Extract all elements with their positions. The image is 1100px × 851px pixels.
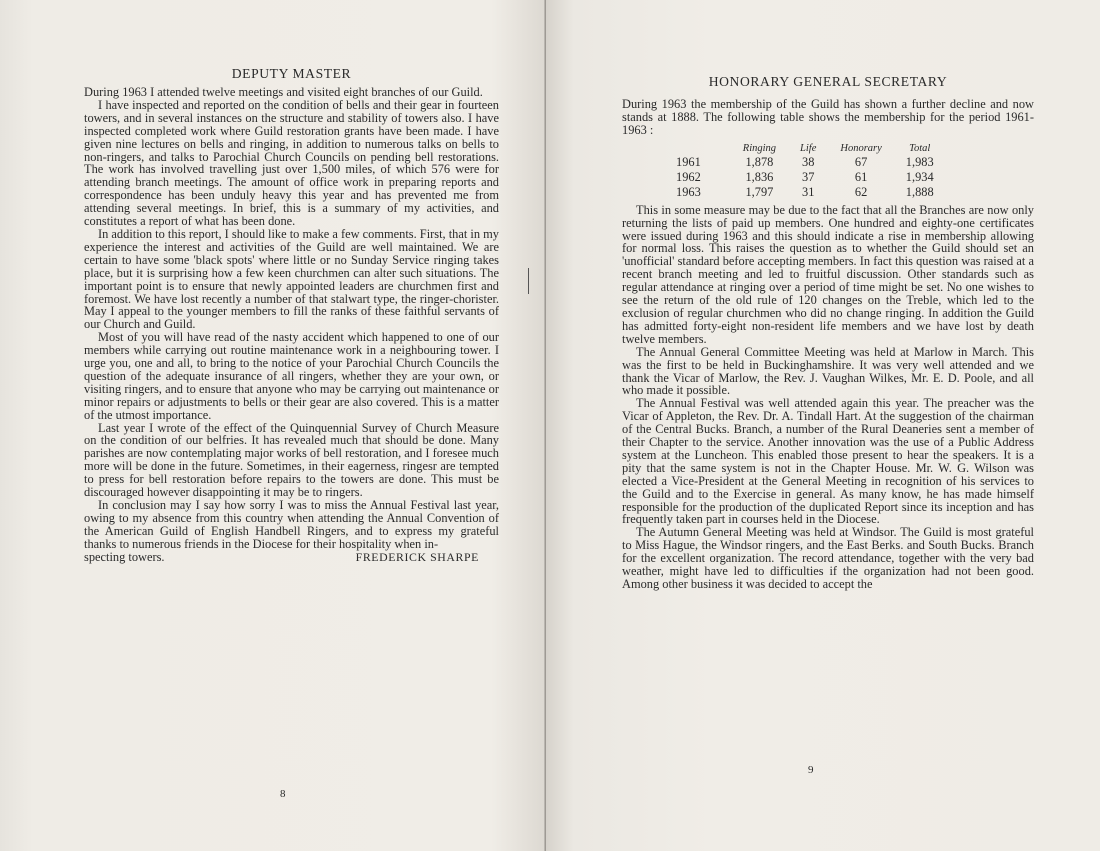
right-paragraph-4: The Autumn General Meeting was held at Windsor. The Guild is most grateful to Miss Hague, the Windsor ringers, and the East Berks. and South Bucks. Branch for the excellent organization. The record attendance, together with the very bad weather, might have led to difficulties if the organization had not been good. Among other business it was decided to accept the (622, 525, 1034, 591)
row-total: 1,888 (905, 184, 934, 199)
table-row (676, 170, 946, 185)
page-number-left: 8 (280, 788, 286, 800)
right-page-content (622, 74, 1034, 591)
row-honorary: 67 (854, 154, 868, 169)
closing-words: specting towers. (84, 549, 165, 564)
closing-line (84, 551, 499, 564)
right-paragraph-3: The Annual Festival was well attended again this year. The preacher was the Vicar of Appleton, the Rev. Dr. A. Tindall Hart. At the suggestion of the chairman of the Central Bucks. Branch, a number of the Rural Deaneries sent a member of their Chapter to the service. Another innovation was the use of a Public Address system at the Luncheon. This enabled those present to hear the speakers. It is a pity that the same system is not in the Chapter House. Mr. W. G. Wilson was elected a Vice-President at the General Meeting in recognition of his services to the Guild and to the Exercise in general. As many know, he has made himself responsible for the production of the duplicated Report since its inception and has frequently taken part in courses held in the Diocese. (622, 396, 1034, 527)
right-paragraph-2: The Annual General Committee Meeting was held at Marlow in March. This was the first to be held in Buckinghamshire. It was very well attended and we thank the Vicar of Marlow, the Rev. J. Vaughan Wilkes, Mr. E. D. Poole, and all who made it possible. (622, 344, 1034, 398)
table-row (676, 185, 946, 200)
left-paragraph-2: I have inspected and reported on the condition of bells and their gear in fourteen towers, and in several instances on the structure and stability of towers also. I have inspected completed work where Guild restoration grants have been made. I have given nine lectures on bells and ringing, in addition to numerous talks on bells to non-ringers, and talks to Parochial Church Councils on pending bell restorations. The work has involved travelling just over 1,500 miles, of which 576 were for attending branch meetings. The amount of office work in preparing reports and correspondence has been unduly heavy this year and has prevented me from attending several meetings. In brief, this is a summary of my activities, and constitutes a report of what has been done. (84, 97, 499, 229)
left-paragraph-1: During 1963 I attended twelve meetings and visited eight branches of our Guild. (84, 85, 483, 99)
row-honorary: 61 (854, 169, 868, 184)
margin-mark (528, 268, 529, 294)
membership-table (676, 143, 946, 200)
row-life: 37 (802, 169, 815, 184)
row-life: 31 (802, 184, 815, 199)
row-ringing: 1,797 (745, 184, 774, 199)
table-header-blank (676, 143, 731, 155)
row-honorary: 62 (854, 184, 868, 199)
left-paragraph-5: Last year I wrote of the effect of the Quinquennial Survey of Church Measure on the condition of our belfries. It has revealed much that should be done. Many parishes are now contemplating major works of bell restoration, and I foresee much more will be done in the future. Sometimes, in their eagerness, ringesr are tempted to press for bell restoration before repairs to the towers are done. This must be discouraged however disappointing it may be to ringers. (84, 420, 499, 500)
signature: FREDERICK SHARPE (355, 549, 479, 564)
left-paragraph-6: In conclusion may I say how sorry I was to miss the Annual Festival last year, owing to my absence from this country when attending the Annual Convention of the American Guild of English Handbell Ringers, and to express my grateful thanks to numerous friends in the Diocese for their hospitality when in- (84, 498, 499, 551)
table-row (676, 155, 946, 170)
table-header-row (676, 143, 946, 155)
table-header-ringing: Ringing (742, 142, 777, 154)
row-ringing: 1,836 (745, 169, 774, 184)
left-page-content (84, 66, 499, 564)
right-page (546, 0, 1100, 851)
deputy-master-heading: DEPUTY MASTER (231, 66, 352, 81)
table-header-life: Life (800, 142, 817, 154)
page-number-right: 9 (808, 764, 814, 776)
row-total: 1,983 (905, 154, 934, 169)
right-intro: During 1963 the membership of the Guild has shown a further decline and now stands at 1888. The following table shows the membership for the period 1961-1963 : (622, 97, 1034, 137)
row-life: 38 (802, 154, 815, 169)
left-paragraph-4: Most of you will have read of the nasty accident which happened to one of our members while carrying out routine maintenance work in a neighbouring tower. I urge you, one and all, to bring to the notice of your Parochial Church Councils the question of the adequate insurance of all ringers, whether they are your own, or visiting ringers, and to ensure that anyone who may be carrying out maintenance or minor repairs or adjustments to bells or their gear are also covered. This is a matter of the utmost importance. (84, 330, 499, 422)
row-year: 1963 (676, 184, 701, 199)
row-ringing: 1,878 (745, 154, 774, 169)
table-header-honorary: Honorary (840, 142, 882, 154)
right-paragraph-1: This in some measure may be due to the fact that all the Branches are now only returning the lists of paid up members. One hundred and eighty-one certificates were issued during 1963 and this should indicate a rise in membership allowing for normal loss. This raises the question as to whether the Guild should set an 'unofficial' standard before accepting members. In fact this question was raised at a recent branch meeting and led to fruitful discussion. Other standards such as regular attendance at ringing over a period of time might be set. No one wishes to see the return of the old rule of 120 changes on the Treble, which led to the exclusion of regular churchmen who did no change ringing. In addition the Guild has admitted forty-eight non-resident life members and we have lost by death twelve members. (622, 202, 1034, 346)
secretary-heading: HONORARY GENERAL SECRETARY (708, 74, 948, 89)
table-header-total: Total (909, 142, 931, 154)
row-total: 1,934 (905, 169, 934, 184)
left-paragraph-3: In addition to this report, I should like to make a few comments. First, that in my experience the interest and activities of the Guild are well maintained. We are certain to have some 'black spots' where little or no Sunday Service ringing takes place, but it is surprising how a few keen churchmen can alter such situations. The important point is to ensure that newly appointed leaders are churchmen first and foremost. We have lost recently a number of that stalwart type, the ringer-chorister. May I appeal to the younger members to fill the ranks of these faithful servants of our Church and Guild. (84, 226, 499, 332)
row-year: 1961 (676, 154, 701, 169)
left-page (0, 0, 546, 851)
row-year: 1962 (676, 169, 701, 184)
